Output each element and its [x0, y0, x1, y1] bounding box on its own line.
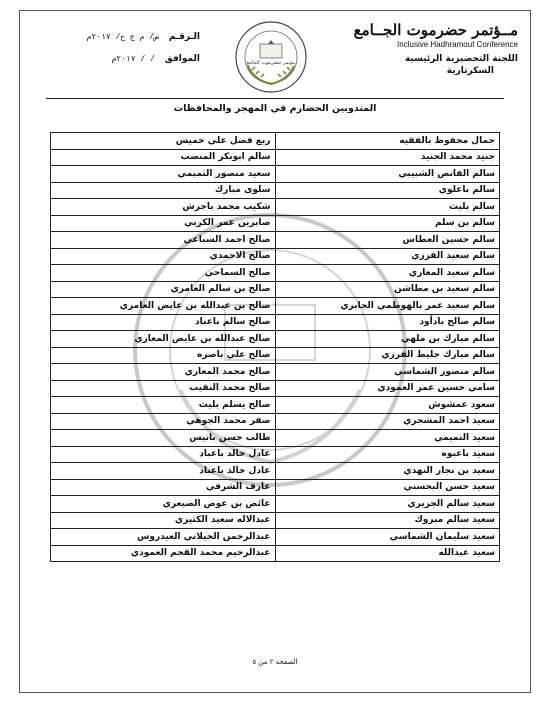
delegate-name-left-column: عبدالاله سعيد الكثيري: [51, 512, 276, 529]
delegate-name-left-column: صالح علي باصره: [51, 347, 276, 364]
table-row: [51, 413, 500, 430]
table-row: [51, 182, 500, 199]
delegate-name-right-column: سعيد عبدالله: [275, 545, 500, 562]
delegate-name-right-column: سامي حسين عمر العمودي: [275, 380, 500, 397]
delegate-name-right-column: سعيد حسن البحسني: [275, 479, 500, 496]
table-row: [51, 545, 500, 562]
delegate-name-left-column: صابرين عمر الكربي: [51, 215, 276, 232]
delegate-name-left-column: عارف الشرفي: [51, 479, 276, 496]
delegate-name-left-column: صالح السماحي: [51, 265, 276, 282]
delegate-name-right-column: جمال محفوظ بالفقيه: [275, 133, 500, 150]
org-name-en: Inclusive Hadhramout Conference: [397, 40, 518, 49]
delegate-name-right-column: سالم مبارك جليط القرزي: [275, 347, 500, 364]
delegate-name-left-column: صالح سالم باعباد: [51, 314, 276, 331]
conference-logo: [234, 20, 308, 94]
table-row: [51, 248, 500, 265]
delegate-name-left-column: صالح محمد المعاري: [51, 364, 276, 381]
delegate-name-left-column: صالح يسلم بليث: [51, 397, 276, 414]
table-row: [51, 265, 500, 282]
table-row: [51, 364, 500, 381]
page-number: الصفحة ٢ من ٥: [252, 658, 298, 666]
delegate-name-right-column: سعيد سالم مبروك: [275, 512, 500, 529]
reference-value: ص/ م ج ح/ ٢٠١٧م: [86, 33, 159, 42]
delegate-name-right-column: سعيد باعبوه: [275, 446, 500, 463]
delegate-name-right-column: سالم سعيد المعاري: [275, 265, 500, 282]
delegate-name-right-column: سالم بن سلم: [275, 215, 500, 232]
table-row: [51, 347, 500, 364]
delegate-name-right-column: سالم منصور الشماسي: [275, 364, 500, 381]
table-row: [51, 199, 500, 216]
delegate-name-left-column: سعيد منصور التميمي: [51, 166, 276, 183]
org-header: [318, 22, 518, 77]
delegate-name-right-column: سعيد بن نجار النهدي: [275, 463, 500, 480]
delegate-name-right-column: سالم باعلوي: [275, 182, 500, 199]
table-row: [51, 446, 500, 463]
delegate-name-right-column: سعود عمشوش: [275, 397, 500, 414]
reference-row: [60, 32, 200, 42]
table-row: [51, 133, 500, 150]
table-row: [51, 281, 500, 298]
delegate-name-right-column: سالم سعيد عمر بالهوطمي الجابري: [275, 298, 500, 315]
reference-label: الـرقـم: [168, 32, 200, 42]
delegate-name-left-column: صالح بن سالم العامري: [51, 281, 276, 298]
table-row: [51, 463, 500, 480]
delegate-name-right-column: سالم مبارك بن ملهي: [275, 331, 500, 348]
table-row: [51, 166, 500, 183]
table-row: [51, 529, 500, 546]
delegate-name-left-column: صالح الاحمدي: [51, 248, 276, 265]
delegate-name-right-column: سالم سعيد القرزي: [275, 248, 500, 265]
delegate-name-right-column: سعيد احمد المشجري: [275, 413, 500, 430]
table-row: [51, 298, 500, 315]
delegate-name-right-column: سالم القانص الشبيبي: [275, 166, 500, 183]
delegate-name-right-column: سالم صالح بادأود: [275, 314, 500, 331]
delegate-name-left-column: صالح محمد النقيب: [51, 380, 276, 397]
table-row: [51, 232, 500, 249]
delegate-name-left-column: عبدالرحمن الجيلاني العيدروس: [51, 529, 276, 546]
delegates-table-body: [51, 133, 500, 562]
delegate-name-left-column: شكيب محمد باجرش: [51, 199, 276, 216]
logo-text: مؤتمر حضرموت الجامع: [246, 60, 296, 66]
reference-block: [60, 32, 200, 76]
delegates-table: [50, 132, 500, 562]
delegate-name-left-column: صالح عبدالله بن عايض المعاري: [51, 331, 276, 348]
org-name-ar: مــؤتمر حضرموت الجــامع: [353, 21, 518, 39]
table-row: [51, 380, 500, 397]
delegate-name-left-column: صالح بن عبدالله بن عايض العامري: [51, 298, 276, 315]
delegate-name-right-column: سعيد سالم الجريري: [275, 496, 500, 513]
delegate-name-left-column: عادل خالد باعباد: [51, 463, 276, 480]
delegate-name-left-column: عادل خالد باعباد: [51, 446, 276, 463]
delegate-name-right-column: سعيد سليمان الشماسي: [275, 529, 500, 546]
delegate-name-right-column: جنيد محمد الجنيد: [275, 149, 500, 166]
delegate-name-left-column: سالم ابوبكر المنصب: [51, 149, 276, 166]
delegate-name-left-column: ربع فضل علي خميس: [51, 133, 276, 150]
delegate-name-right-column: سالم حسين العطاس: [275, 232, 500, 249]
table-row: [51, 430, 500, 447]
secretariat-name: السكرتارية: [446, 66, 494, 76]
delegate-name-left-column: طالب حسن باتيس: [51, 430, 276, 447]
document-title: المندوبين الحضارم في المهجر والمحافظات: [173, 103, 377, 114]
table-row: [51, 479, 500, 496]
table-row: [51, 512, 500, 529]
date-label: الموافق: [164, 54, 200, 64]
table-row: [51, 397, 500, 414]
delegate-name-left-column: صالح احمد السباعي: [51, 232, 276, 249]
date-row: [60, 54, 200, 64]
table-row: [51, 149, 500, 166]
delegate-name-left-column: سلوى مبارك: [51, 182, 276, 199]
delegate-name-left-column: عائض بن عوض الصيعري: [51, 496, 276, 513]
table-row: [51, 496, 500, 513]
delegate-name-right-column: سالم سعيد بن مطاشن: [275, 281, 500, 298]
committee-name: اللجنة التحضيرية الرئيسية: [404, 54, 518, 64]
table-row: [51, 215, 500, 232]
table-row: [51, 331, 500, 348]
delegate-name-left-column: عبدالرحيم محمد القحم العمودي: [51, 545, 276, 562]
delegate-name-right-column: سعيد التميمي: [275, 430, 500, 447]
header-divider: [46, 98, 504, 99]
date-value: / / ٢٠١٧م: [111, 55, 155, 64]
delegate-name-right-column: سالم بليث: [275, 199, 500, 216]
table-row: [51, 314, 500, 331]
delegate-name-left-column: صقر محمد الجوهي: [51, 413, 276, 430]
